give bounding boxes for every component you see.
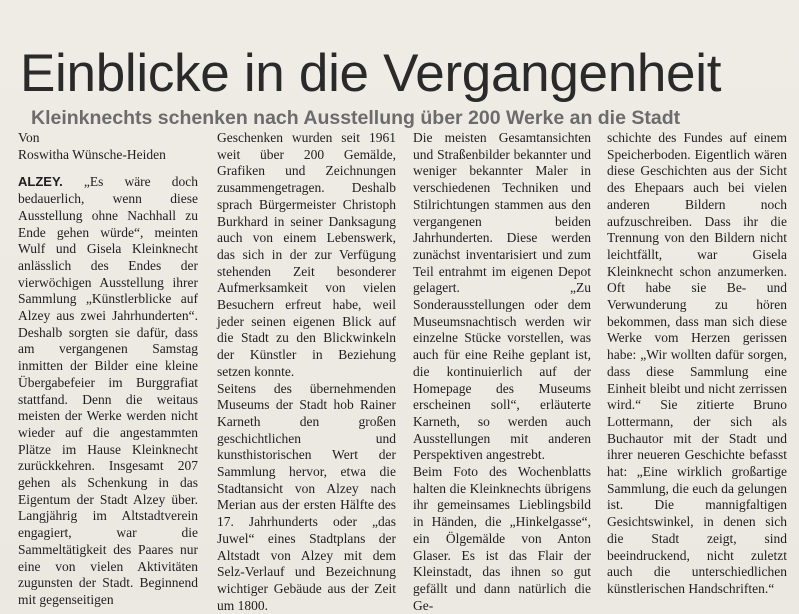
subheadline: Kleinknechts schenken nach Ausstellung über 200 Werke an die Stadt [31,107,681,130]
byline-author: Roswitha Wünsche-Heiden [18,146,166,162]
article-column-3 [413,130,591,613]
article-column-2 [217,130,396,613]
paragraph: Geschenken wurden seit 1961 weit über 200 Gemälde, Grafiken und Zeichnungen zusammengetragen. Deshalb sprach Bürgermeister Christoph Burkhard in seiner Danksagung auch von einem Lebenswerk, das sich in der zur Verfügung stehenden Zeit besonderer Aufmerksamkeit von vielen Besuchern erfreut habe, weil jeder seinen eigenen Blick auf die Stadt zu den Blickwinkeln der Künstler in Beziehung setzen konnte. [217,130,396,379]
paragraph: Seitens des übernehmenden Museums der Stadt hob Rainer Karneth den großen geschichtlichen und kunsthistorischen Wert der Sammlung hervor, etwa die Stadtansicht von Alzey nach Merian aus der ersten Hälfte des 17. Jahrhunderts oder „das Juwel“ eines Stadtplans der Altstadt von Alzey mit dem Selz-Verlauf und Bezeichnung wichtiger Gebäude aus der Zeit um 1800. [217,380,396,613]
article-column-1 [18,130,198,607]
paragraph-intro-text: „Es wäre doch bedauerlich, wenn diese Ausstellung ohne Nachhall zu Ende gehen würde“, meinten Wulf und Gisela Kleinknecht anlässlich des Endes der vierwöchigen Ausstellung ihrer Sammlung „Künstlerblicke auf Alzey aus zwei Jahrhunderten“. Deshalb sorgten sie dafür, dass am vergangenen Samstag inmitten der Bilder eine kleine Übergabefeier im Burggrafiat stattfand. Denn die weitaus meisten der Werke werden nicht wieder auf die angestammten Plätze im Hause Kleinknecht zurückkehren. Insgesamt 207 gehen als Schenkung in das Eigentum der Stadt Alzey über. Langjährig im Altstadtverein engagiert, war die Sammeltätigkeit des Paares nur eine von vielen Aktivitäten zugunsten der Stadt. Beginnend mit gegenseitigen [18,174,198,607]
headline: Einblicke in die Vergangenheit [20,43,722,103]
paragraph: Beim Foto des Wochenblatts halten die Kleinknechts übrigens ihr gemeinsames Lieblingsbild in Händen, die „Hinkelgasse“, ein Ölgemälde von Anton Glaser. Es ist das Flair der Kleinstadt, das ihnen so gut gefällt und dann natürlich die Ge- [413,464,591,613]
paragraph-intro [18,174,198,608]
paragraph: schichte des Fundes auf einem Speicherboden. Eigentlich wären diese Geschichten aus der Sicht des Ehepaars auch bei vielen anderen Bildern noch aufzuschreiben. Dass ihr die Trennung von den Bildern nicht leichtfällt, war Gisela Kleinknecht schon anzumerken. Oft habe sie Be- und Verwunderung zu hören bekommen, dass man sich diese Werke vom Herzen gerissen habe: „Wir wollten dafür sorgen, dass diese Sammlung eine Einheit bleibt und nicht zerrissen wird.“ Sie zitierte Bruno Lottermann, der sich als Buchautor mit der Stadt und ihrer neueren Geschichte befasst hat: „Eine wirklich großartige Sammlung, die euch da gelungen ist. Die mannigfaltigen Gesichtswinkel, in denen sich die Stadt zeigt, sind beeindruckend, nicht zuletzt auch die unterschiedlichen künstlerischen Handschriften.“ [607,130,787,596]
byline-prefix: Von [18,130,40,145]
paragraph: Die meisten Gesamtansichten und Straßenbilder bekannter und weniger bekannter Maler in verschiedenen Techniken und Stilrichtungen stammen aus den vergangenen beiden Jahrhunderten. Diese werden zunächst inventarisiert und zum Teil entrahmt im eigenen Depot gelagert. „Zu Sonderausstellungen oder dem Museumsnachtisch werden wir einzelne Stücke vorstellen, was auch für eine Reihe geplant ist, die kontinuierlich auf der Homepage des Museums erscheinen soll“, erläuterte Karneth, so werden auch Ausstellungen mit anderen Perspektiven angestrebt. [413,130,591,463]
dateline: ALZEY. [18,174,63,190]
article-column-4 [607,130,787,595]
